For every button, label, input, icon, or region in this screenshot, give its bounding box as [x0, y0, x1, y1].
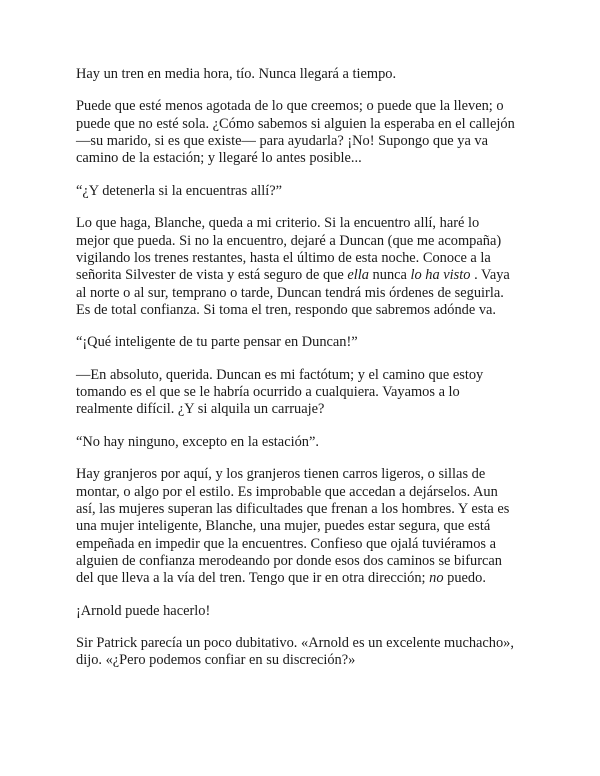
text-segment: “¡Qué inteligente de tu parte pensar en Duncan!” [76, 334, 358, 351]
text-line [76, 267, 538, 284]
paragraph [76, 98, 538, 167]
text-segment: puedo. [443, 570, 486, 587]
text-line [76, 384, 538, 401]
text-line [76, 401, 538, 418]
text-segment: “No hay ninguno, excepto en la estación”. [76, 433, 319, 450]
text-segment: “¿Y detenerla si la encuentras allí?” [76, 182, 283, 199]
text-segment: vigilando los trenes restantes, hasta el último de esta noche. Conoce a la [76, 249, 491, 266]
paragraph [76, 635, 538, 670]
text-line [76, 434, 538, 451]
text-segment: mejor que pueda. Si no la encuentro, dejaré a Duncan (que me acompaña) [76, 232, 502, 249]
text-line [76, 334, 538, 351]
paragraph [76, 66, 538, 83]
text-segment: nunca [368, 267, 411, 284]
text-line [76, 116, 538, 133]
text-line [76, 233, 538, 250]
italic-text: lo ha visto [410, 267, 471, 284]
document-body [76, 66, 538, 685]
text-segment: montar, o algo por el estilo. Es improbable que accedan a dejárselos. Aun [76, 483, 498, 500]
text-segment: Puede que esté menos agotada de lo que creemos; o puede que la lleven; o [76, 98, 504, 115]
text-line [76, 302, 538, 319]
text-segment: Lo que haga, Blanche, queda a mi criterio. Si la encuentro allí, haré lo [76, 215, 480, 232]
text-segment: una mujer inteligente, Blanche, una mujer, puedes estar segura, que está [76, 518, 491, 535]
text-line [76, 215, 538, 232]
paragraph [76, 603, 538, 620]
text-segment: Sir Patrick parecía un poco dubitativo. «Arnold es un excelente muchacho», [76, 635, 514, 652]
italic-text: ella [347, 267, 369, 284]
text-segment: Es de total confianza. Si toma el tren, respondo que sabremos adónde va. [76, 301, 496, 318]
text-segment: así, las mujeres superan las dificultades que frenan a los hombres. Y esta es [76, 500, 510, 517]
text-line [76, 570, 538, 587]
paragraph [76, 334, 538, 351]
text-line [76, 250, 538, 267]
text-segment: . Vaya [470, 267, 510, 284]
italic-text: no [429, 570, 444, 587]
text-segment: del que lleva a la vía del tren. Tengo que ir en otra dirección; [76, 570, 430, 587]
text-segment: realmente difícil. ¿Y si alquila un carruaje? [76, 401, 325, 418]
text-line [76, 367, 538, 384]
paragraph [76, 367, 538, 419]
text-segment: ¡Arnold puede hacerlo! [76, 602, 211, 619]
text-segment: Hay un tren en media hora, tío. Nunca llegará a tiempo. [76, 66, 397, 82]
text-line [76, 518, 538, 535]
text-line [76, 603, 538, 620]
paragraph [76, 215, 538, 319]
text-line [76, 466, 538, 483]
text-line [76, 536, 538, 553]
text-line [76, 66, 538, 83]
text-segment: al norte o al sur, temprano o tarde, Duncan tendrá mis órdenes de seguirla. [76, 284, 504, 301]
text-line [76, 635, 538, 652]
paragraph [76, 434, 538, 451]
text-segment: —su marido, si es que existe— para ayudarla? ¡No! Supongo que ya va [76, 133, 489, 150]
text-line [76, 652, 538, 669]
text-line [76, 150, 538, 167]
text-segment: alguien de confianza merodeando por donde esos dos caminos se bifurcan [76, 552, 502, 569]
text-segment: señorita Silvester de vista y está seguro de que [76, 267, 348, 284]
text-line [76, 183, 538, 200]
text-segment: camino de la estación; y llegaré lo antes posible... [76, 150, 362, 167]
paragraph [76, 183, 538, 200]
paragraph [76, 466, 538, 587]
text-segment: puede que no esté sola. ¿Cómo sabemos si alguien la esperaba en el callejón [76, 115, 515, 132]
text-line [76, 484, 538, 501]
text-line [76, 501, 538, 518]
text-segment: tomando es el que se le habría ocurrido a cualquiera. Vayamos a lo [76, 384, 460, 401]
text-line [76, 98, 538, 115]
text-segment: dijo. «¿Pero podemos confiar en su discreción?» [76, 652, 356, 669]
text-segment: empeñada en impedir que la encuentres. Confieso que ojalá tuviéramos a [76, 535, 496, 552]
text-line [76, 285, 538, 302]
text-segment: —En absoluto, querida. Duncan es mi factótum; y el camino que estoy [76, 366, 484, 383]
text-segment: Hay granjeros por aquí, y los granjeros tienen carros ligeros, o sillas de [76, 466, 486, 483]
text-line [76, 553, 538, 570]
text-line [76, 133, 538, 150]
